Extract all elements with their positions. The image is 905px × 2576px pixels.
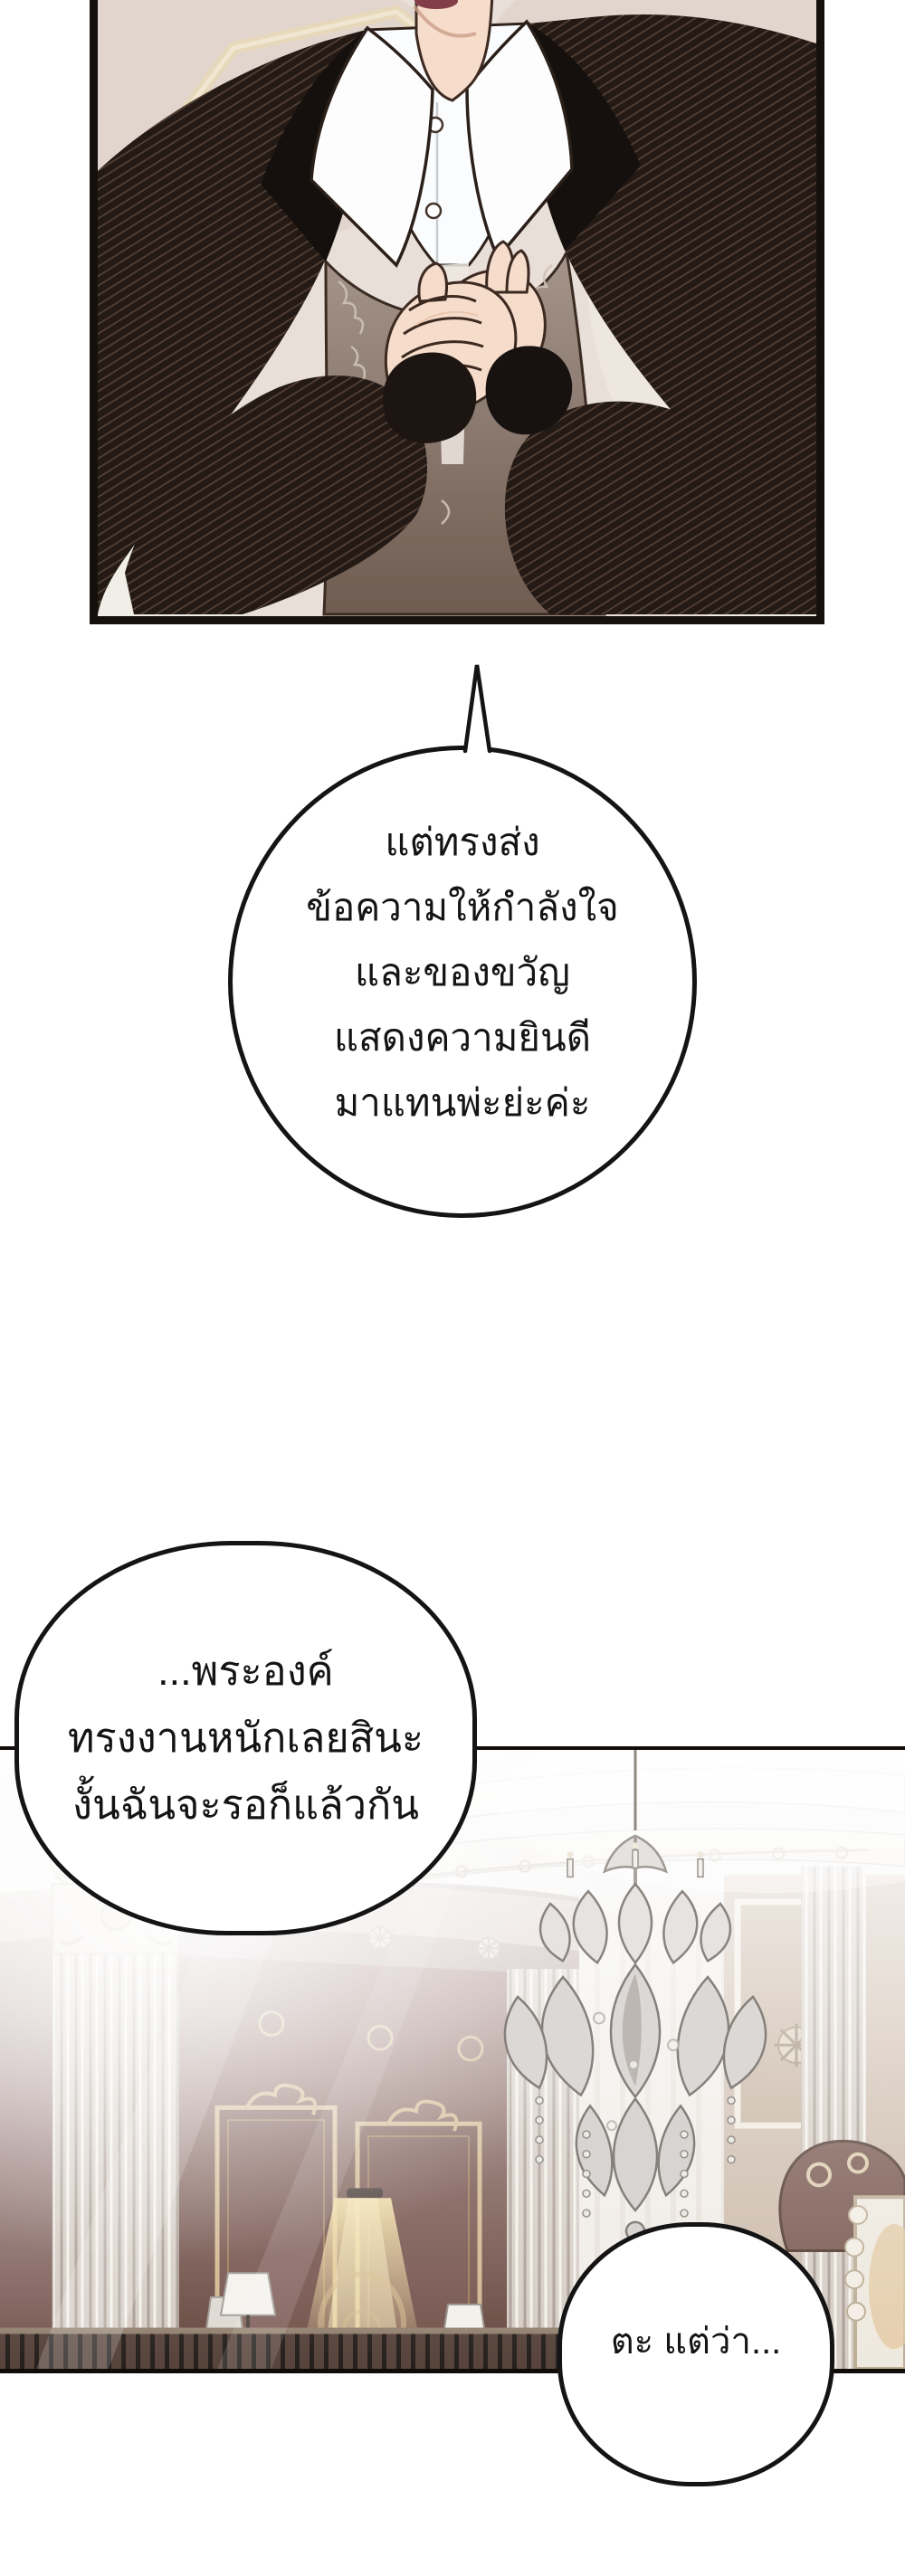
- speech-bubble-1-text: [306, 810, 618, 1136]
- speech-line: ...พระองค์: [157, 1648, 334, 1694]
- speech-bubble-tail: [451, 657, 509, 776]
- speech-line: ข้อความให้กำลังใจ: [306, 886, 619, 928]
- speech-line: ตะ แต่ว่า...: [610, 2322, 782, 2362]
- speech-bubble-2: [14, 1541, 477, 1935]
- shirt-button: [426, 204, 441, 218]
- speech-line: ทรงงานหนักเลยสินะ: [67, 1715, 424, 1761]
- speech-bubble-3-text: [611, 2318, 782, 2365]
- speech-line: และของขวัญ: [355, 951, 570, 993]
- speech-bubble-2-text: [68, 1638, 424, 1839]
- suit-illustration: [98, 0, 816, 616]
- panel-portrait: [90, 0, 824, 624]
- speech-line: แต่ทรงส่ง: [385, 821, 540, 863]
- speech-bubble-3: [557, 2222, 834, 2486]
- speech-bubble-1: [228, 746, 697, 1218]
- speech-line: แสดงความยินดี: [333, 1016, 592, 1059]
- speech-line: มาแทนพ่ะย่ะค่ะ: [334, 1081, 591, 1124]
- speech-line: งั้นฉันจะรอก็แล้วกัน: [72, 1782, 419, 1828]
